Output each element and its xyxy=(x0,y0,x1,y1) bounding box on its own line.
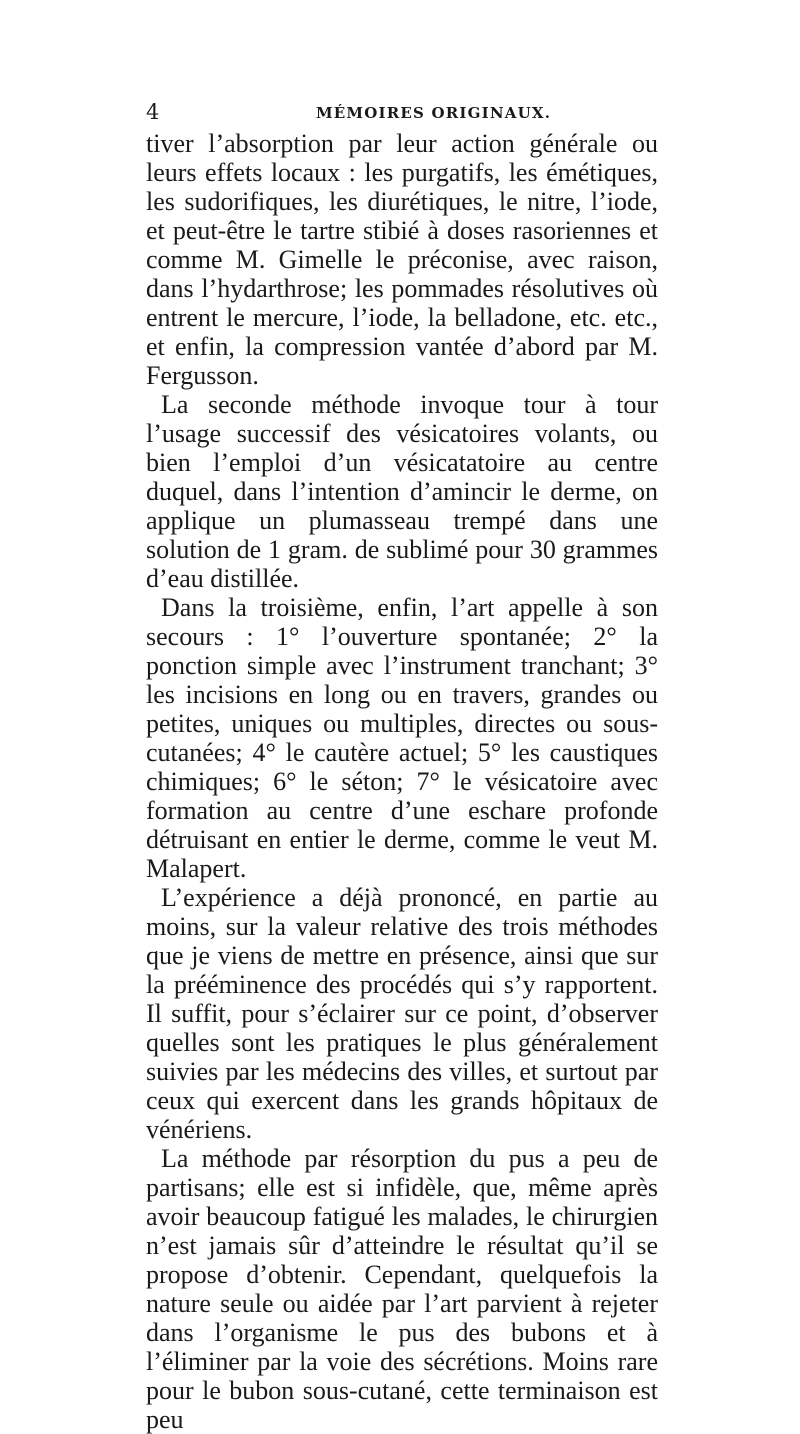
paragraph-experience: L’expérience a déjà prononcé, en partie au moins, sur la valeur relative des trois méthodes que je viens de mettre en présence, ainsi que sur la prééminence des procédés qui s’y rapportent. Il suffit, pour s’éclairer sur ce point, d’observer quelles sont les pratiques le plus généralement suivies par les médecins des villes, et surtout par ceux qui exercent dans les grands hôpitaux de vénériens. xyxy=(146,883,658,1144)
paragraph-resorption-method: La méthode par résorption du pus a peu de partisans; elle est si infidèle, que, même après avoir beaucoup fatigué les malades, le chirurgien n’est jamais sûr d’atteindre le résultat qu’il se propose d’obtenir. Cependant, quelquefois la nature seule ou aidée par l’art parvient à rejeter dans l’organisme le pus des bubons et à l’éliminer par la voie des sécrétions. Moins rare pour le bubon sous-cutané, cette terminaison est peu xyxy=(146,1144,658,1434)
running-head xyxy=(146,98,666,126)
page-number: 4 xyxy=(146,100,160,124)
paragraph-second-method: La seconde méthode invoque tour à tour l’usage successif des vésicatoires volants, ou bien l’emploi d’un vésicatatoire au centre duquel, dans l’intention d’amincir le derme, on applique un plumasseau trempé dans une solution de 1 gram. de sublimé pour 30 grammes d’eau distillée. xyxy=(146,390,658,593)
running-title: MÉMOIRES ORIGINAUX. xyxy=(316,104,552,122)
paragraph-continuation: tiver l’absorption par leur action générale ou leurs effets locaux : les purgatifs, les émétiques, les sudorifiques, les diurétiques, le nitre, l’iode, et peut-être le tartre stibié à doses rasoriennes et comme M. Gimelle le préconise, avec raison, dans l’hydarthrose; les pommades résolutives où entrent le mercure, l’iode, la belladone, etc. etc., et enfin, la compression vantée d’abord par M. Fergusson. xyxy=(146,129,658,390)
paragraph-third-method: Dans la troisième, enfin, l’art appelle à son secours : 1° l’ouverture spontanée; 2° la ponction simple avec l’instrument tranchant; 3° les incisions en long ou en travers, grandes ou petites, uniques ou multiples, directes ou sous-cutanées; 4° le cautère actuel; 5° les caustiques chimiques; 6° le séton; 7° le vésicatoire avec formation au centre d’une eschare profonde détruisant en entier le derme, comme le veut M. Malapert. xyxy=(146,593,658,883)
body-text xyxy=(146,129,658,1434)
